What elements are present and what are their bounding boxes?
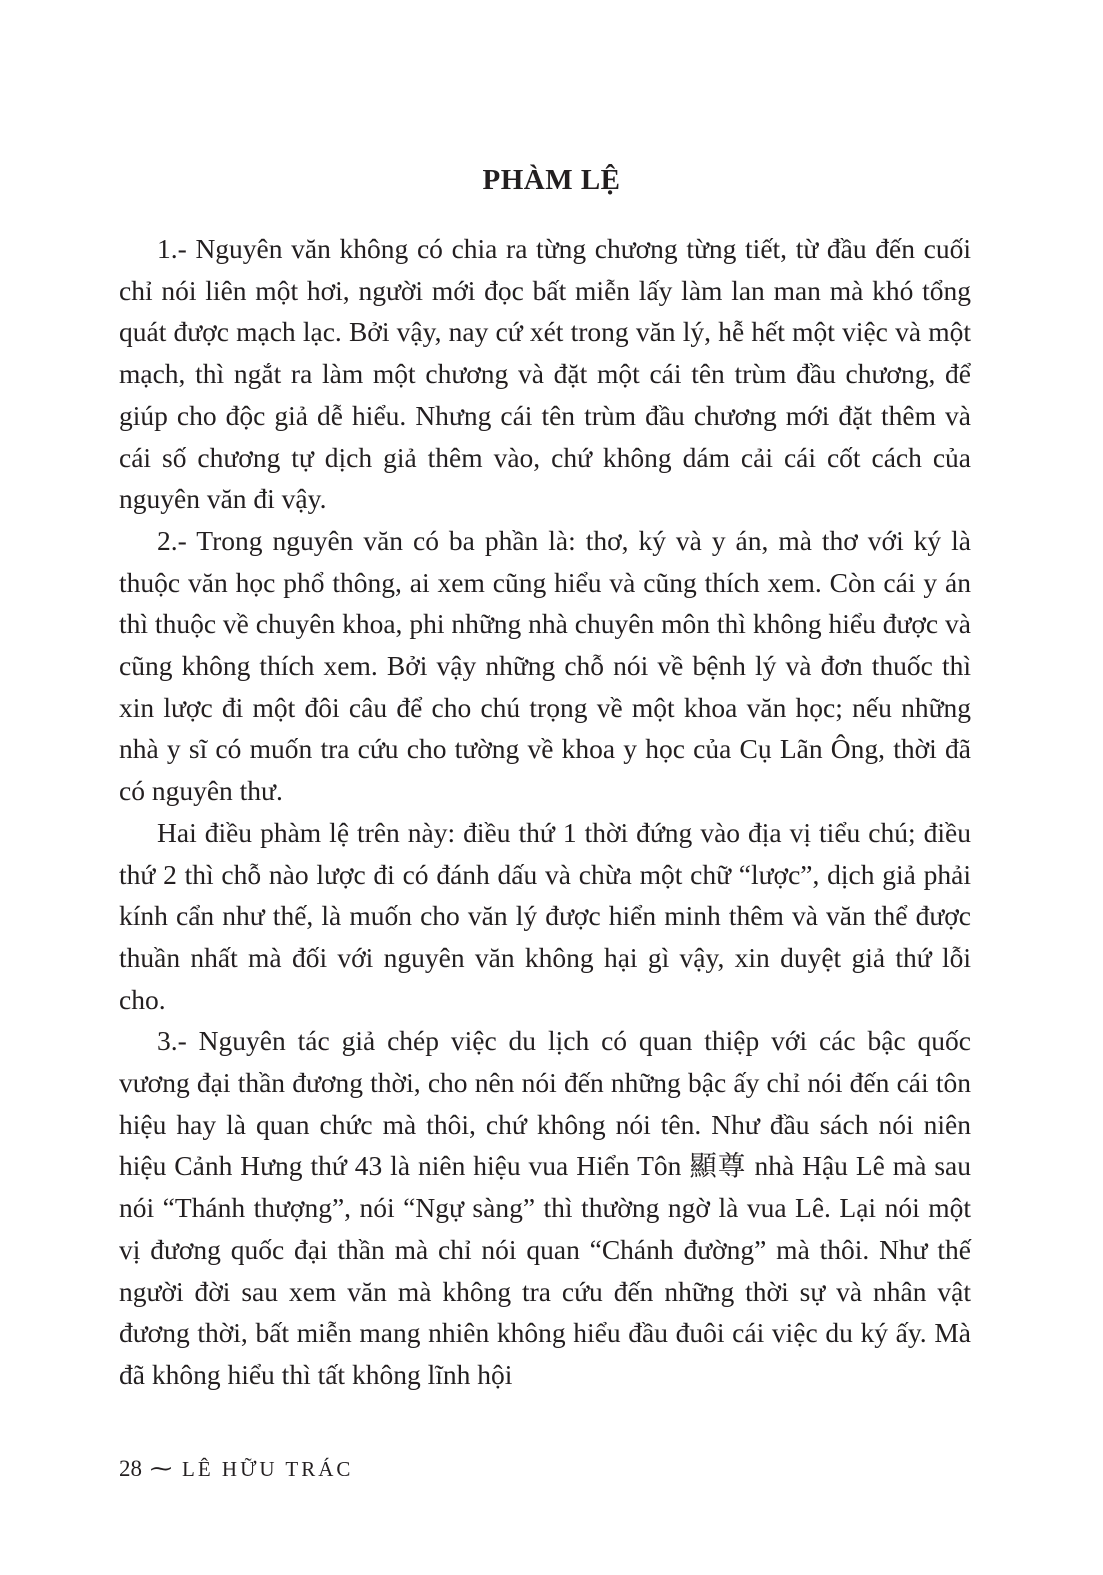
body-text bbox=[119, 228, 971, 1396]
page-footer bbox=[119, 1456, 353, 1482]
paragraph-2: 2.- Trong nguyên văn có ba phần là: thơ, ký và y án, mà thơ với ký là thuộc văn học phổ thông, ai xem cũng hiểu và cũng thích xem. Còn cái y án thì thuộc về chuyên khoa, phi những nhà chuyên môn thì không hiểu được và cũng không thích xem. Bởi vậy những chỗ nói về bệnh lý và đơn thuốc thì xin lược đi một đôi câu để cho chú trọng về một khoa văn học; nếu những nhà y sĩ có muốn tra cứu cho tường về khoa y học của Cụ Lãn Ông, thời đã có nguyên thư. bbox=[119, 524, 971, 807]
paragraph-1: 1.- Nguyên văn không có chia ra từng chương từng tiết, từ đầu đến cuối chỉ nói liên một hơi, người mới đọc bất miễn lấy làm lan man mà khó tổng quát được mạch lạc. Bởi vậy, nay cứ xét trong văn lý, hễ hết một việc và một mạch, thì ngắt ra làm một chương và đặt một cái tên trùm đầu chương, để giúp cho độc giả dễ hiểu. Nhưng cái tên trùm đầu chương mới đặt thêm và cái số chương tự dịch giả thêm vào, chứ không dám cải cái cốt cách của nguyên văn đi vậy. bbox=[119, 233, 971, 515]
paragraph-3: Hai điều phàm lệ trên này: điều thứ 1 thời đứng vào địa vị tiểu chú; điều thứ 2 thì chỗ nào lược đi có đánh dấu và chừa một chữ “lược”, dịch giả phải kính cẩn như thế, là muốn cho văn lý được hiển minh thêm và văn thể được thuần nhất mà đối với nguyên văn không hại gì vậy, xin duyệt giả thứ lỗi cho. bbox=[119, 816, 971, 1015]
footer-separator: ⁓ bbox=[150, 1456, 172, 1481]
footer-author: LÊ HỮU TRÁC bbox=[182, 1457, 354, 1481]
paragraph-4: 3.- Nguyên tác giả chép việc du lịch có quan thiệp với các bậc quốc vương đại thần đương thời, cho nên nói đến những bậc ấy chỉ nói đến cái tôn hiệu hay là quan chức mà thôi, chứ không nói tên. Như đầu sách nói niên hiệu Cảnh Hưng thứ 43 là niên hiệu vua Hiển Tôn 顯尊 nhà Hậu Lê mà sau nói “Thánh thượng”, nói “Ngự sàng” thì thường ngờ là vua Lê. Lại nói một vị đương quốc đại thần mà chỉ nói quan “Chánh đường” mà thôi. Như thế người đời sau xem văn mà không tra cứu đến những thời sự và nhân vật đương thời, bất miễn mang nhiên không hiểu đầu đuôi cái việc du ký ấy. Mà đã không hiểu thì tất không lĩnh hội bbox=[119, 1025, 971, 1390]
chapter-title: PHÀM LỆ bbox=[482, 164, 621, 196]
page-number: 28 bbox=[119, 1456, 142, 1481]
